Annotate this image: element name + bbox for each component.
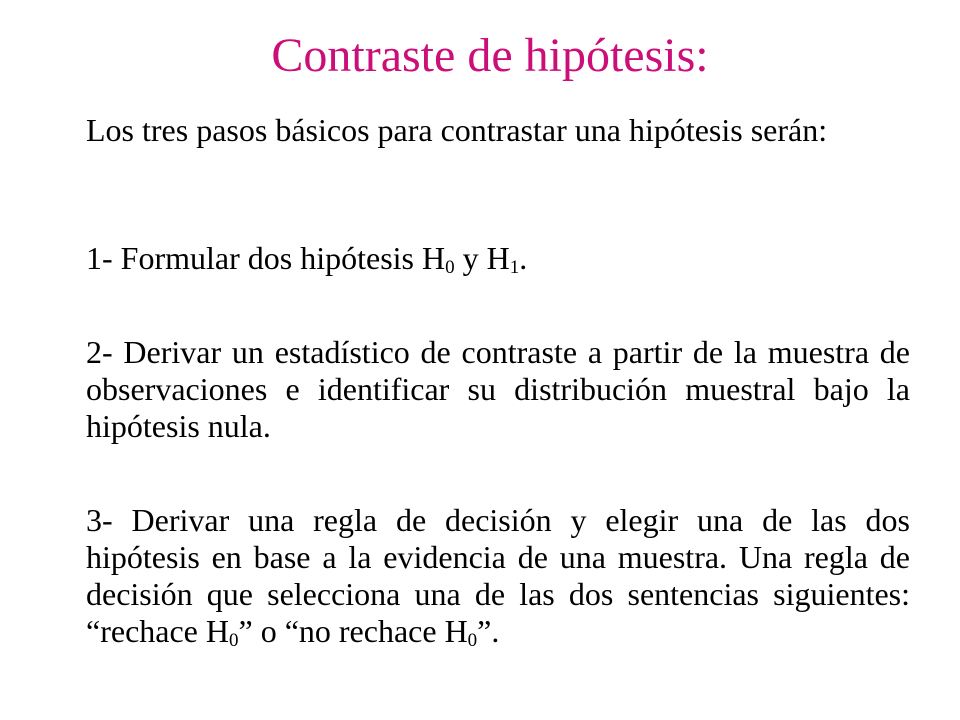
step-3-text: 3- Derivar una regla de decisión y elegir una de las dos hipótesis en base a la evidencia de una muestra. Una regla de decisión que selecciona una de las dos sentencias siguientes: “rechace H xyxy=(86,502,910,649)
subscript-h0-not-reject: 0 xyxy=(467,630,478,651)
step-1-period: . xyxy=(519,240,528,276)
intro-paragraph: Los tres pasos básicos para contrastar una hipótesis serán: xyxy=(86,112,828,148)
subscript-h0: 0 xyxy=(445,257,455,278)
step-3-paragraph xyxy=(86,502,910,650)
step-3-closing: ”. xyxy=(477,613,500,649)
step-1-text: 1- Formular dos hipótesis H xyxy=(86,240,446,276)
slide-title: Contraste de hipótesis: xyxy=(271,29,709,82)
subscript-h0-reject: 0 xyxy=(228,630,239,651)
subscript-h1: 1 xyxy=(509,257,520,278)
step-1-conjunction: y H xyxy=(454,240,510,276)
step-2-paragraph: 2- Derivar un estadístico de contraste a partir de la muestra de observaciones e identificar su distribución muestral bajo la hipótesis nula. xyxy=(86,334,910,444)
slide-body xyxy=(86,112,910,650)
step-1-paragraph xyxy=(86,240,910,334)
step-3-or-text: ” o “no rechace H xyxy=(238,613,468,649)
